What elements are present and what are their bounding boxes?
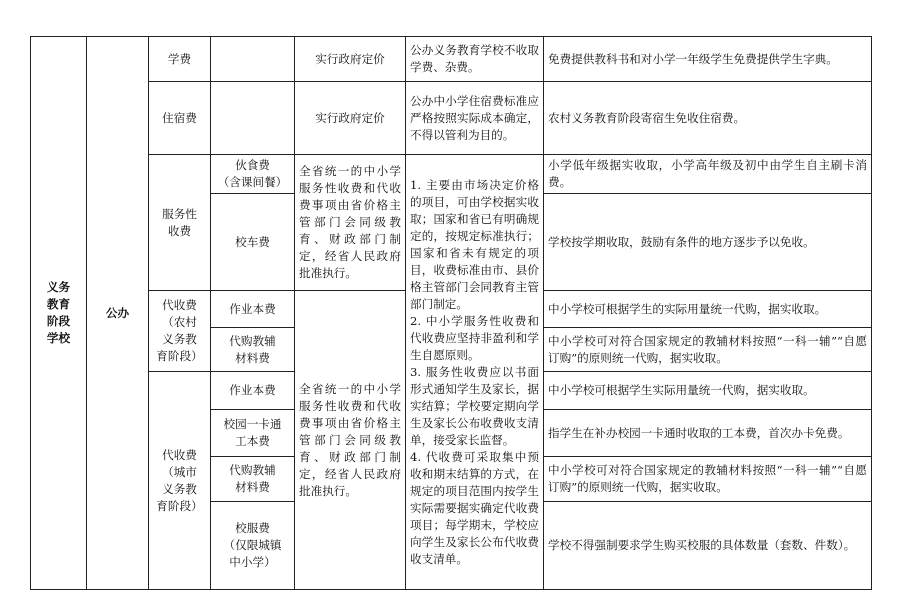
policy-service: 全省统一的中小学服务性收费和代收费事项由省价格主管部门会同级教育、财政部门制定，经省人民政府批准执行。	[295, 155, 406, 291]
policy-collection: 全省统一的中小学服务性收费和代收费事项由省价格主管部门会同级教育、财政部门制定，经省人民政府批准执行。	[295, 291, 406, 590]
item-rural-workbook: 作业本费	[211, 291, 295, 328]
group-urban: 代收费 （城市 义务教 育阶段）	[149, 372, 211, 590]
note-rural-workbook: 中小学校可根据学生的实际用量统一代购，据实收取。	[544, 291, 872, 328]
rule-tuition: 公办义务教育学校不收取学费、杂费。	[406, 37, 544, 82]
policy-tuition: 实行政府定价	[295, 37, 406, 82]
school-type-cell	[87, 37, 149, 590]
item-lodging: 住宿费	[149, 82, 211, 155]
note-rural-aux: 中小学校可对符合国家规定的教辅材料按照“一科一辅”“自愿订购”的原则统一代购，据实收取。	[544, 328, 872, 372]
item-bus: 校车费	[211, 194, 295, 291]
table-row	[31, 37, 872, 82]
table-row	[31, 82, 872, 155]
item-urban-aux: 代购教辅 材料费	[211, 457, 295, 502]
item-urban-workbook: 作业本费	[211, 372, 295, 410]
table-row	[31, 155, 872, 194]
item-urban-uniform: 校服费 （仅限城镇 中小学）	[211, 502, 295, 590]
school-category-label: 义务 教育 阶段 学校	[46, 280, 71, 345]
item-urban-card: 校园一卡通 工本费	[211, 410, 295, 457]
note-urban-workbook: 中小学校可根据学生实际用量统一代购，据实收取。	[544, 372, 872, 410]
school-type-label: 公办	[105, 306, 130, 320]
policy-lodging: 实行政府定价	[295, 82, 406, 155]
empty-cell	[211, 37, 295, 82]
principles-cell: 1. 主要由市场决定价格的项目，可由学校据实收取；国家和省已有明确规定的，按规定标准执行；国家和省未有规定的项目，收费标准由市、县价格主管部门会同教育主管部门制定。 2. 中小学服务性收费和代收费应坚持非盈利和学生自愿原则。 3. 服务性收费应以书面形式通知学生及家长，据实结算；学校要定期向学生及家长公布收费收支清单，接受家长监督。 4. 代收费可采取集中预收和期末结算的方式，在规定的项目范围内按学生实际需要据实确定代收费项目；每学期末，学校应向学生及家长公布代收费收支清单。	[406, 155, 544, 590]
fee-table	[30, 36, 872, 590]
item-tuition: 学费	[149, 37, 211, 82]
item-rural-aux: 代购教辅 材料费	[211, 328, 295, 372]
note-meal: 小学低年级据实收取，小学高年级及初中由学生自主刷卡消费。	[544, 155, 872, 194]
note-urban-card: 指学生在补办校园一卡通时收取的工本费，首次办卡免费。	[544, 410, 872, 457]
note-lodging: 农村义务教育阶段寄宿生免收住宿费。	[544, 82, 872, 155]
rule-lodging: 公办中小学住宿费标准应严格按照实际成本确定，不得以管利为目的。	[406, 82, 544, 155]
note-urban-aux: 中小学校可对符合国家规定的教辅材料按照“一科一辅”“自愿订购”的原则统一代购，据实收取。	[544, 457, 872, 502]
note-urban-uniform: 学校不得强制要求学生购买校服的具体数量（套数、件数）。	[544, 502, 872, 590]
note-tuition: 免费提供教科书和对小学一年级学生免费提供学生字典。	[544, 37, 872, 82]
school-category-cell	[31, 37, 87, 590]
note-bus: 学校按学期收取，鼓励有条件的地方逐步予以免收。	[544, 194, 872, 291]
item-meal: 伙食费 （含课间餐）	[211, 155, 295, 194]
group-service: 服务性 收费	[149, 155, 211, 291]
group-rural: 代收费 （农村 义务教 育阶段）	[149, 291, 211, 372]
empty-cell	[211, 82, 295, 155]
